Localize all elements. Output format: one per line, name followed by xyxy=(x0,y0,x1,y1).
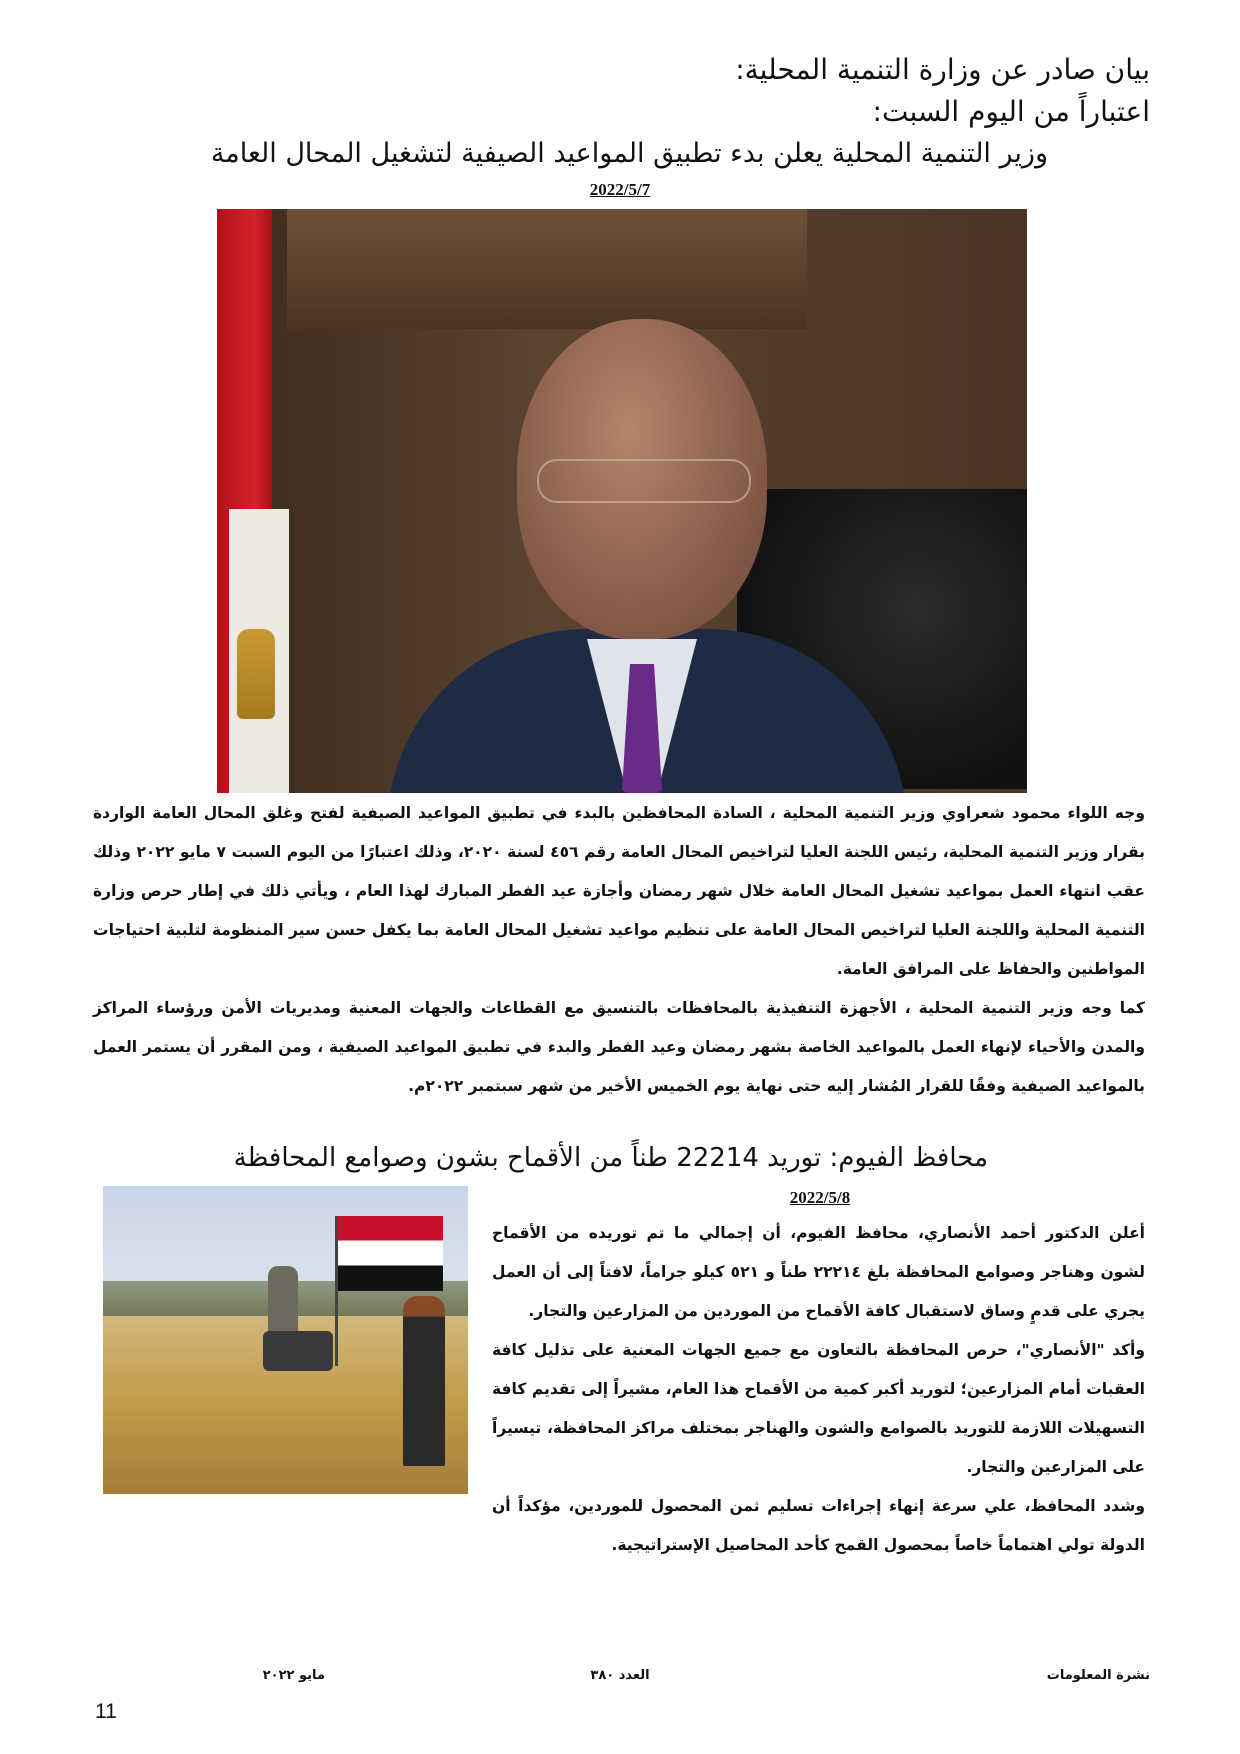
article2-paragraph: أعلن الدكتور أحمد الأنصاري، محافظ الفيوم، أن إجمالي ما تم توريده من الأقماح لشون وهناجر وصوامع المحافظة بلغ ٢٢٢١٤ طناً و ٥٢١ كيلو جراماً، لافتاً إلى أن العمل يجري على قدمٍ وساق لاستقبال كافة الأقماح من الموردين من المزارعين والتجار. xyxy=(492,1224,1145,1320)
bookshelf-shape xyxy=(287,209,807,329)
statement-source-line: بيان صادر عن وزارة التنمية المحلية: xyxy=(735,53,1150,86)
article2-paragraph: وأكد "الأنصاري"، حرص المحافظة بالتعاون مع جميع الجهات المعنية على تذليل كافة العقبات أمام المزارعين؛ لتوريد أكبر كمية من الأقماح هذا العام، مشيراً إلى تقديم كافة التسهيلات اللازمة للتوريد بالصوامع والشون والهناجر بمختلف مراكز المحافظة، تيسيراً على المزارعين والتجار. xyxy=(492,1341,1145,1476)
egypt-flag-icon xyxy=(338,1216,443,1291)
article1-title: وزير التنمية المحلية يعلن بدء تطبيق المواعيد الصيفية لتشغيل المحال العامة xyxy=(210,138,1048,169)
article2-date: 2022/5/8 xyxy=(789,1188,851,1207)
farmer-shape xyxy=(268,1266,298,1336)
glasses-shape xyxy=(537,459,751,503)
article2-title: محافظ الفيوم: توريد 22214 طناً من الأقماح بشون وصوامع المحافظة xyxy=(233,1143,988,1173)
article1-body xyxy=(93,794,1145,1106)
wheat-harvest-photo xyxy=(103,1186,468,1494)
article1-date: 2022/5/7 xyxy=(589,180,651,199)
page-number: 11 xyxy=(95,1700,117,1723)
harvester-shape xyxy=(263,1331,333,1371)
statement-effective-line: اعتباراً من اليوم السبت: xyxy=(872,95,1150,128)
article1-paragraph: كما وجه وزير التنمية المحلية ، الأجهزة التنفيذية بالمحافظات بالتنسيق مع القطاعات والجهات المعنية ومديريات الأمن ورؤساء المراكز والمدن والأحياء لإنهاء العمل بالمواعيد الخاصة بشهر رمضان وعيد الفطر والبدء في تطبيق المواعيد الصيفية ، ومن المقرر أن يستمر العمل بالمواعيد الصيفية وفقًا للقرار المُشار إليه حتى نهاية يوم الخميس الأخير من شهر سبتمبر ٢٠٢٢م. xyxy=(93,999,1145,1095)
footer-month: مايو ٢٠٢٢ xyxy=(262,1668,325,1683)
minister-portrait-photo xyxy=(217,209,1027,793)
eagle-emblem-icon xyxy=(237,629,275,719)
article1-paragraph: وجه اللواء محمود شعراوي وزير التنمية المحلية ، السادة المحافظين بالبدء في تطبيق المواعيد الصيفية لفتح وغلق المحال العامة الواردة بقرار وزير التنمية المحلية، رئيس اللجنة العليا لتراخيص المحال العامة رقم ٤٥٦ لسنة ٢٠٢٠، وذلك اعتبارًا من اليوم السبت ٧ مايو ٢٠٢٢ وذلك عقب انتهاء العمل بمواعيد تشغيل المحال العامة خلال شهر رمضان وأجازة عيد الفطر المبارك لهذا العام ، ويأتي ذلك في إطار حرص وزارة التنمية المحلية واللجنة العليا لتراخيص المحال العامة على تنظيم مواعيد تشغيل المحال العامة بما يكفل حسن سير المنظومة لتلبية احتياجات المواطنين والحفاظ على المرافق العامة. xyxy=(93,804,1145,978)
article2-body xyxy=(492,1214,1145,1565)
article2-paragraph: وشدد المحافظ، علي سرعة إنهاء إجراءات تسليم ثمن المحصول للموردين، مؤكداً أن الدولة تولي اهتماماً خاصاً بمحصول القمح كأحد المحاصيل الإستراتيجية. xyxy=(492,1497,1145,1554)
footer-issue: العدد ٣٨٠ xyxy=(590,1668,650,1683)
footer-publication: نشرة المعلومات xyxy=(1046,1668,1150,1683)
worker-shape xyxy=(403,1296,445,1466)
